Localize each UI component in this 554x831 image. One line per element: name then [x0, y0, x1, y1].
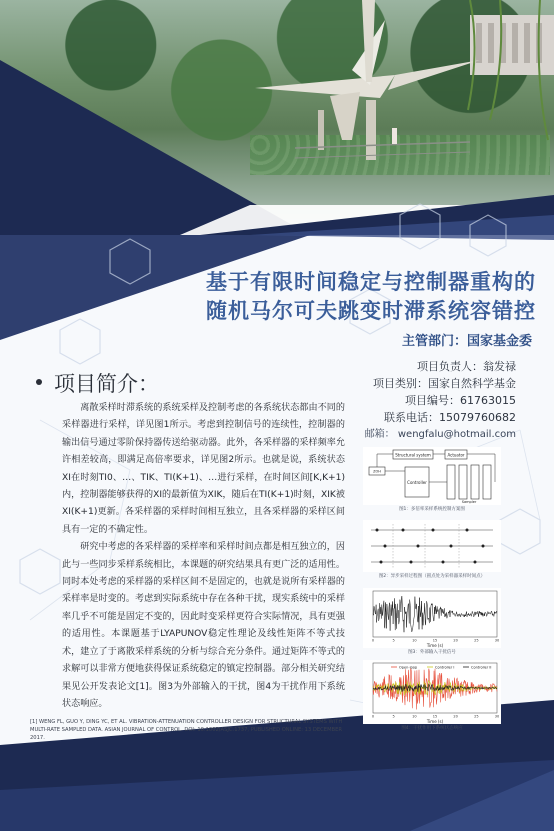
tick-label: 25	[474, 638, 479, 643]
figure-2-caption: 图2：异步采样过程图（圆点处为采样器采样时间点）	[378, 574, 486, 579]
figure-4-plot	[363, 660, 501, 724]
tick-label: 5	[392, 714, 395, 719]
project-description	[62, 400, 345, 713]
fig1-sampler-label: Sampler	[461, 500, 477, 504]
contact-email: 邮箱： wengfalu@hotmail.com	[364, 429, 516, 440]
fig3-xlabel: Time (s)	[426, 643, 444, 648]
figure-1	[363, 447, 501, 512]
paragraph-1: 离散采样时滞系统的系统采样及控制考虑的各系统状态都由不同的采样器进行采样，详见图1所示。考虑到控制信号的连续性，控制器的输出信号通过零阶保持器传送给驱动器。此外，各采样器的采样频率允许相差较高，即满足高倍率要求，详见图2所示。也就是说，系统状态XI在时刻TI0、…、TIK、TI(K+1)、…进行采样，在时间区间[K,K+1)内，控制器能够获得的XI的最新值为XIK，随后在TI(K+1)时刻，XIK被XI(K+1)更新。各采样器的采样时间相互独立，且各采样器的采样区间具有一定的不确定性。	[62, 403, 345, 535]
legend-label: Open-loop	[399, 665, 418, 670]
fig1-controller-label: Controller	[407, 480, 427, 485]
figure-3-caption: 图3：外部输入干扰信号	[408, 650, 456, 655]
contact-phone: 联系电话：15079760682	[384, 411, 516, 424]
project-category: 项目类别：国家自然科学基金	[373, 377, 516, 390]
project-leader: 项目负责人：翁发禄	[417, 360, 516, 373]
department: 主管部门：国家基金委	[401, 334, 532, 349]
section-title	[36, 368, 159, 398]
figure-3	[363, 588, 501, 655]
legend-label: Controller II	[471, 665, 492, 670]
figure-2-diagram	[363, 520, 501, 572]
tick-label: 30	[494, 714, 500, 719]
project-number: 项目编号：61763015	[405, 394, 516, 407]
figure-1-diagram	[363, 447, 501, 505]
section-title-text: 项目简介：	[54, 372, 159, 396]
tick-label: 5	[392, 638, 395, 643]
tick-label: 20	[453, 638, 458, 643]
figure-3-plot	[363, 588, 501, 648]
paragraph-2: 研究中考虑的各采样器的采样率和采样时间点都是相互独立的，因此与一些同步采样系统相比，本课题的研究结果具有更广泛的适用性。同时本处考虑的采样器的采样区间不是固定的，也就是说所有采样器的采样率是时变的。考虑到实际系统中存在各种干扰，现实系统中的采样率几乎不可能是固定不变的，因此时变采样更符合实际情况，具有更强的适用性。本课题基于LYAPUNOV稳定性理论及线性矩阵不等式技术，建立了于离散采样系统的分析与综合充分条件。通过矩阵不等式的求解可以非常方便地获得保证系统稳定的镇定控制器。部分相关研究结果见公开发表论文[1]。图3为外部输入的干扰，图4为干扰作用下系统状态响应。	[62, 542, 345, 709]
tick-label: 25	[474, 714, 479, 719]
project-title-line-1: 基于有限时间稳定与控制器重构的	[206, 270, 536, 294]
tick-label: 15	[432, 714, 438, 719]
project-title-line-2: 随机马尔可夫跳变时滞系统容错控	[206, 299, 536, 323]
figure-4-caption: 图4：干扰作用下系统状态响应	[401, 726, 463, 731]
figure-1-caption: 图1：多倍率采样系统控制方案图	[399, 507, 465, 512]
reference: [1] WENG FL, GUO Y, DING YC, ET AL. VIBRATION-ATTENUATION CONTROLLER DESIGN FOR STRUCTURAL SYSTEMS WITH MULTI-RATE SAMPLED DATA. ASIAN JOURNAL OF CONTROL. DOI: 10.1002/ASJC.1737, PUBLISHED ONLINE: 13 DECEMBER 2017.	[30, 719, 343, 741]
tick-label: 10	[412, 714, 417, 719]
tick-label: 30	[494, 638, 500, 643]
tick-label: 0	[371, 714, 375, 719]
fig1-actuator-label: Actuator	[447, 452, 465, 458]
fig4-xlabel: Time (s)	[426, 719, 444, 724]
fig1-plant-label: Structural system	[395, 452, 431, 458]
tick-label: 15	[432, 638, 438, 643]
tick-label: 0	[371, 638, 375, 643]
bullet-icon	[36, 379, 42, 385]
fig1-zoh-label: ZOH	[373, 469, 381, 474]
tick-label: 20	[453, 714, 458, 719]
legend-label: Controller I	[435, 665, 455, 670]
figure-2	[363, 520, 501, 579]
tick-label: 10	[412, 638, 417, 643]
figure-4	[363, 660, 501, 731]
project-info	[336, 358, 516, 443]
